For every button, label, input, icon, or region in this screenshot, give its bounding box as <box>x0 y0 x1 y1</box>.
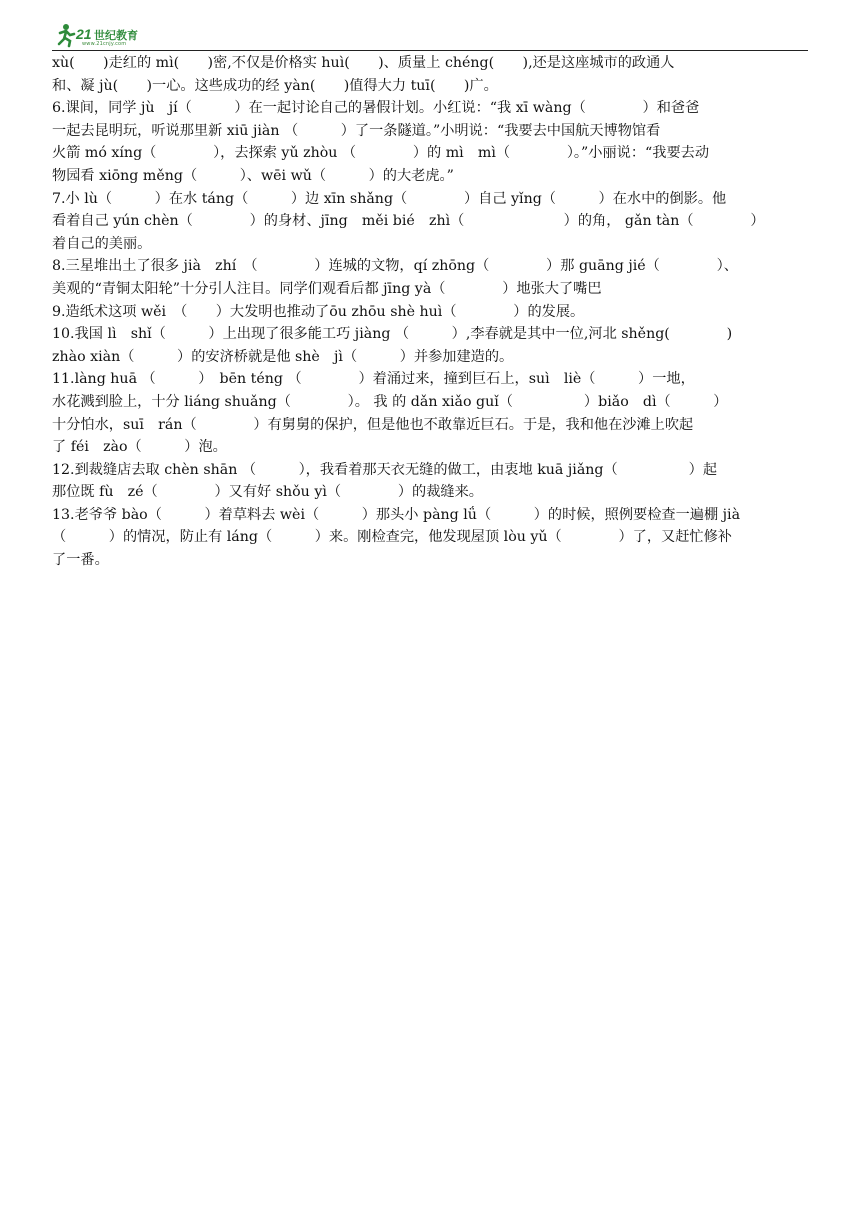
question-12: 12.到裁缝店去取 chèn shān （ ），我看着那天衣无缝的做工，由衷地 kuā jiǎng（ ）起 <box>52 461 718 478</box>
question-8: 8.三星堆出土了很多 jià zhí （ ）连城的文物，qí zhōng（ ）那 guāng jié（ ）、 <box>52 258 738 275</box>
text-line: 着自己的美丽。 <box>52 235 152 252</box>
question-10: 10.我国 lì shǐ（ ）上出现了很多能工巧 jiàng （ ）,李春就是其中一位,河北 shěng( ) <box>52 326 733 343</box>
question-7: 7.小 lù（ ）在水 táng（ ）边 xīn shǎng（ ）自己 yǐng（ ）在水中的倒影。他 <box>52 190 727 207</box>
question-6: 6.课间，同学 jù jí（ ）在一起讨论自己的暑假计划。小红说：“我 xī wàng（ ）和爸爸 <box>52 100 700 117</box>
text-line: 那位既 fù zé（ ）又有好 shǒu yì（ ）的裁缝来。 <box>52 484 483 501</box>
logo-url: www.21cnjy.com <box>82 41 127 47</box>
text-line: 物园看 xiōng měng（ ）、wēi wǔ（ ）的大老虎。” <box>52 167 454 184</box>
question-11: 11.làng huā （ ） bēn téng （ ）着涌过来，撞到巨石上，suì liè（ ）一地， <box>52 371 695 388</box>
text-line: 水花溅到脸上，十分 liáng shuǎng（ ）。 我 的 dǎn xiǎo guǐ（ ）biǎo dì（ ） <box>52 393 728 410</box>
text-line: 和、凝 jù( )一心。这些成功的经 yàn( )值得大力 tuī( )广。 <box>52 77 498 94</box>
exercise-body <box>52 52 810 572</box>
text-line: 看着自己 yún chèn（ ）的身材、jīng měi bié zhì（ ）的角， gǎn tàn（ ） <box>52 213 765 230</box>
svg-text:21: 21 <box>76 26 92 42</box>
page-header <box>52 22 808 51</box>
text-line: 一起去昆明玩，听说那里新 xiū jiàn （ ）了一条隧道。”小明说：“我要去中国航天博物馆看 <box>52 122 661 139</box>
svg-text:世纪教育: 世纪教育 <box>94 29 138 42</box>
text-line: zhào xiàn（ ）的安济桥就是他 shè jì（ ）并参加建造的。 <box>52 348 514 365</box>
text-line: 了 féi zào（ ）泡。 <box>52 439 227 456</box>
text-line: xù( )走红的 mì( )密,不仅是价格实 huì( )、质量上 chéng( ),还是这座城市的政通人 <box>52 55 675 71</box>
question-9: 9.造纸术这项 wěi （ ）大发明也推动了ōu zhōu shè huì（ ）的发展。 <box>52 303 585 320</box>
text-line: 了一番。 <box>52 552 109 569</box>
text-line: （ ）的情况，防止有 láng（ ）来。刚检查完，他发现屋顶 lòu yǔ（ ）了，又赶忙修补 <box>52 529 732 546</box>
text-line: 火箭 mó xíng（ ），去探索 yǔ zhòu （ ）的 mì mì（ ）。”小丽说：“我要去动 <box>52 145 710 162</box>
text-line: 十分怕水，suī rán（ ）有舅舅的保护，但是他也不敢靠近巨石。于是，我和他在沙滩上吹起 <box>52 416 694 433</box>
text-line: 美观的“青铜太阳轮”十分引人注目。同学们观看后都 jīng yà（ ）地张大了嘴巴 <box>52 280 602 297</box>
question-13: 13.老爷爷 bào（ ）着草料去 wèi（ ）那头小 pàng lǘ（ ）的时候，照例要检查一遍棚 jià <box>52 506 741 523</box>
